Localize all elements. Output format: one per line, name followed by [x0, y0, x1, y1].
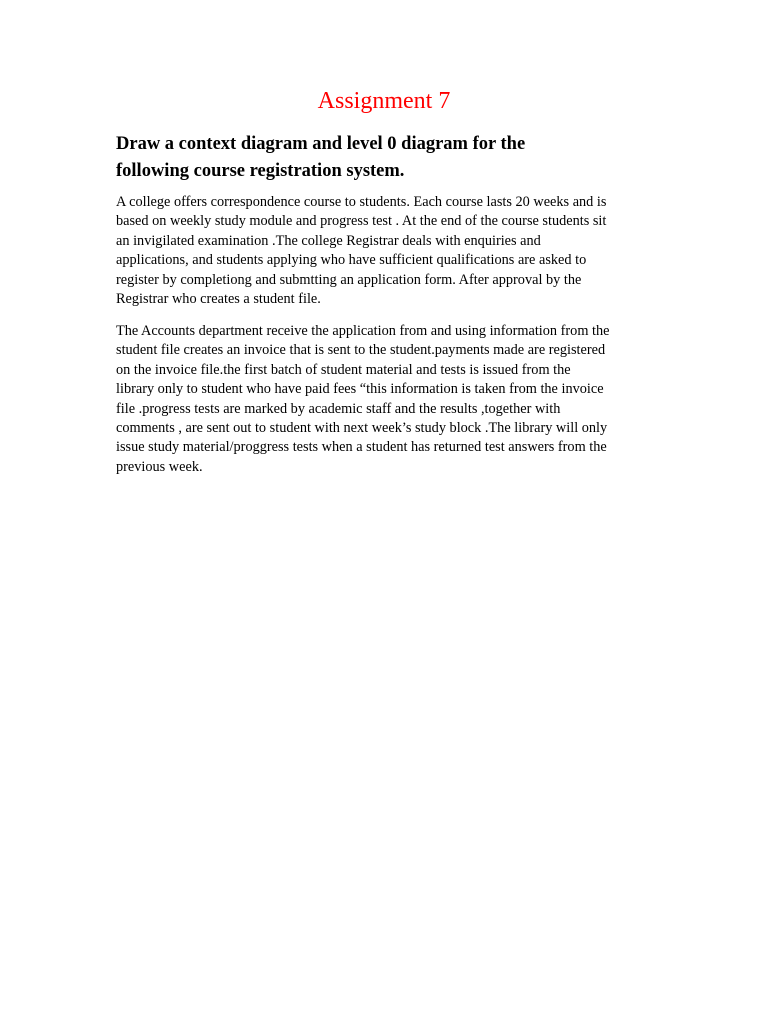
assignment-title: Assignment 7	[317, 88, 451, 114]
paragraph-accounts-library: The Accounts department receive the application from and using information from the student file creates an invoice that is sent to the student.payments made are registered on the invoice file.the first batch of student material and tests is issued from the library only to student who have paid fees “this information is taken from the invoice file .progress tests are marked by academic staff and the results ,together with comments , are sent out to student with next week’s study block .The library will only issue study material/proggress tests when a student has returned test answers from the previous week.	[116, 323, 610, 475]
assignment-heading: Draw a context diagram and level 0 diagram for the following course registration system.	[116, 134, 526, 181]
paragraph-college-overview: A college offers correspondence course to students. Each course lasts 20 weeks and is based on weekly study module and progress test . At the end of the course students sit an invigilated examination .The college Registrar deals with enquiries and applications, and students applying who have sufficient qualifications are asked to register by completiong and submtting an application form. After approval by the Registrar who creates a student file.	[116, 194, 607, 308]
